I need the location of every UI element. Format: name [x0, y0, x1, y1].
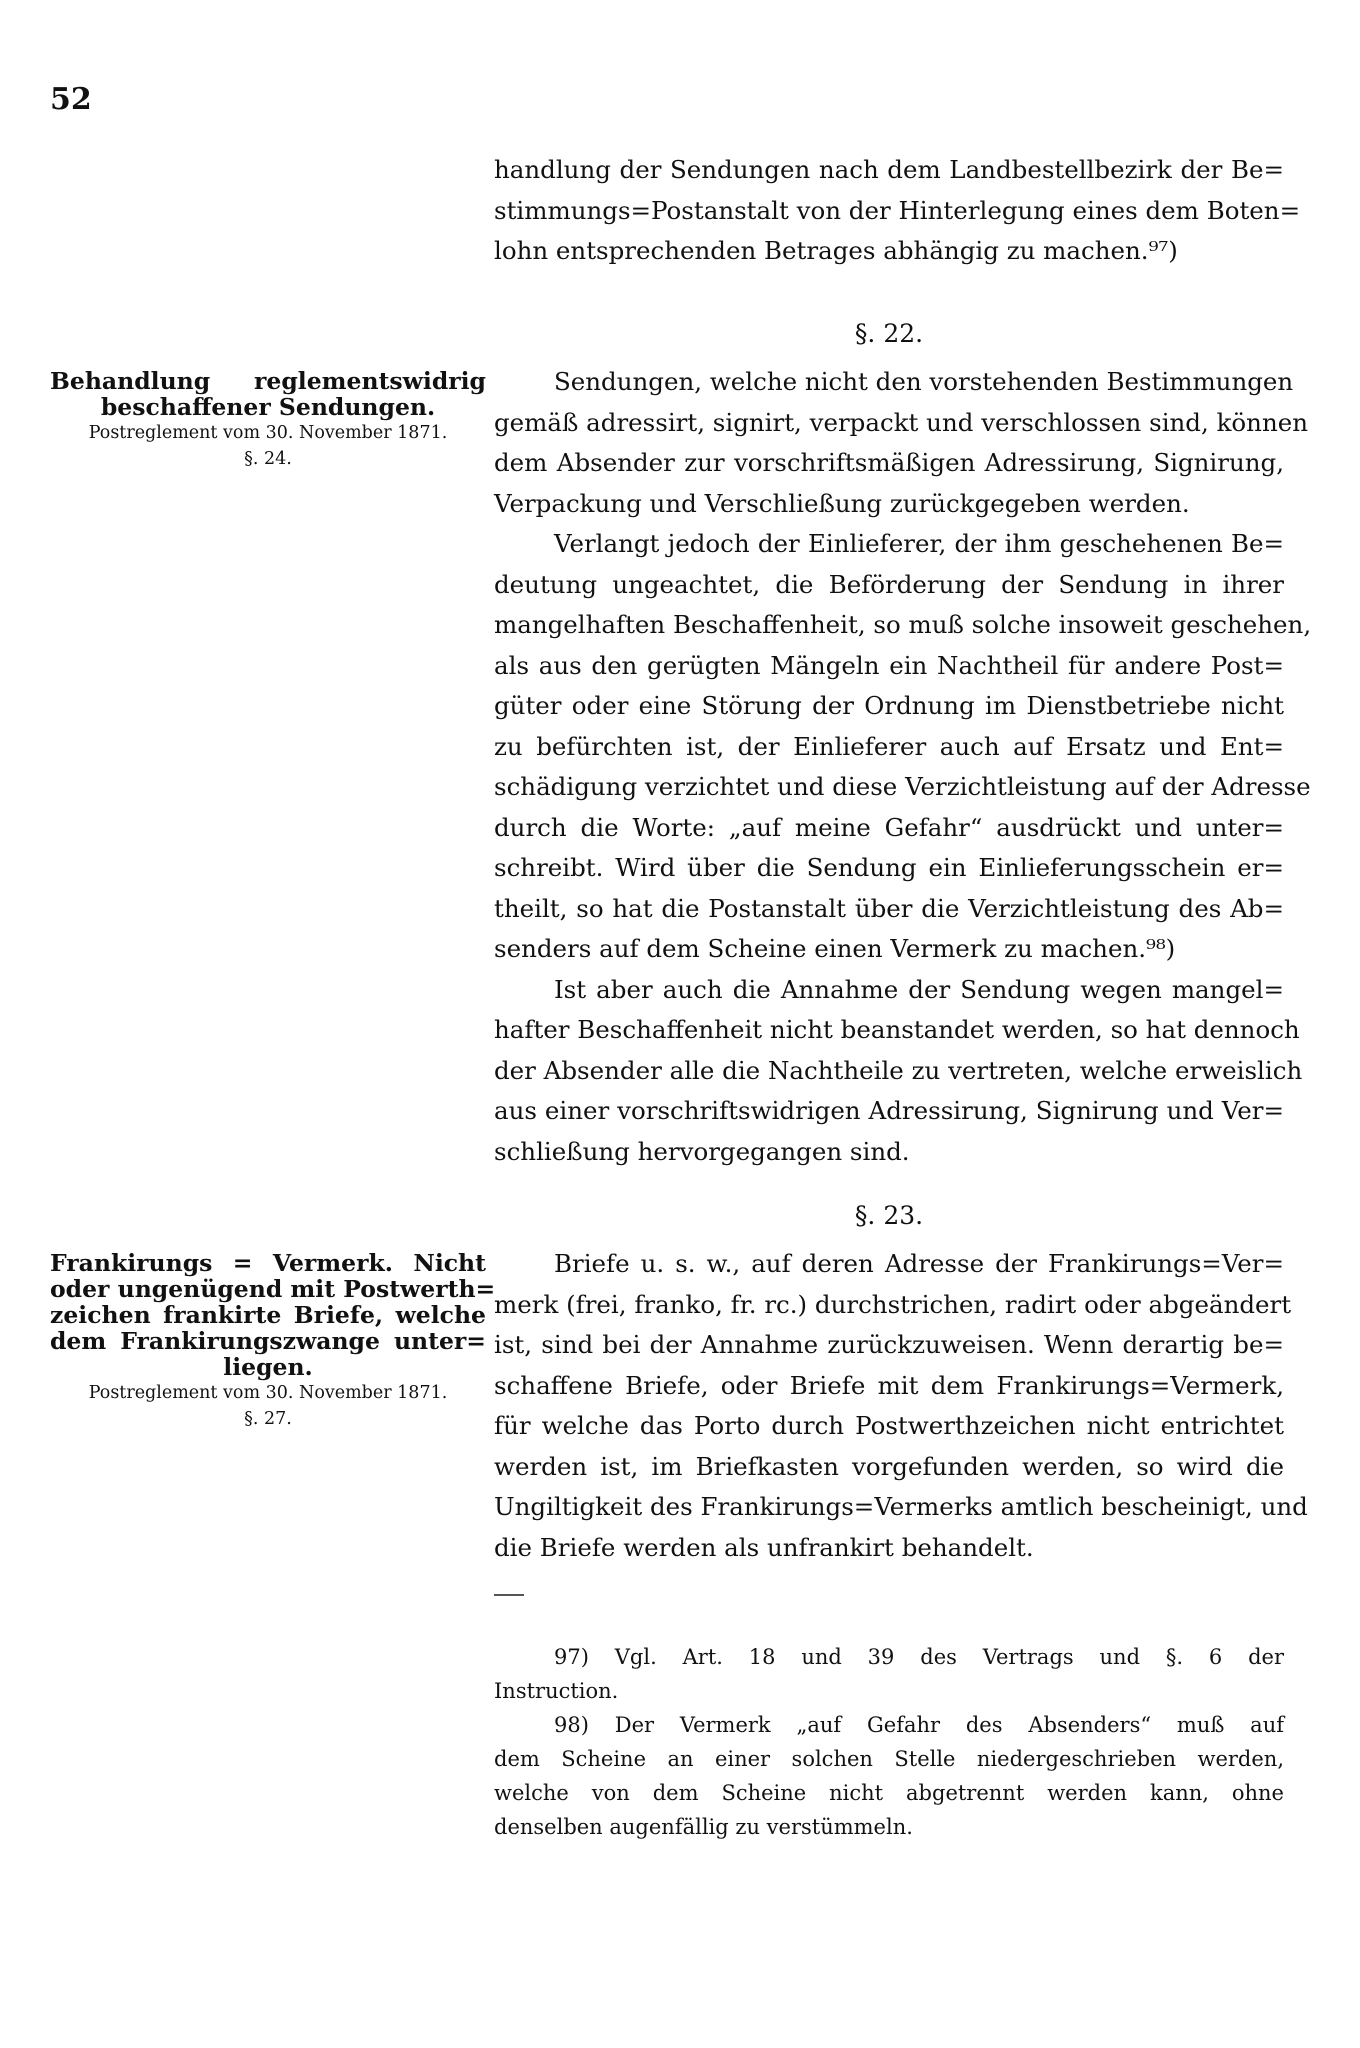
text-line: merk (frei, franko, fr. rc.) durchstrichen, radirt oder abgeändert	[494, 1289, 1292, 1319]
text-line: schließung hervorgegangen sind.	[494, 1136, 910, 1166]
page-number: 52	[50, 82, 92, 117]
footnotes	[494, 1640, 1284, 1844]
text-line: lohn entsprechenden Betrages abhängig zu machen.⁹⁷)	[494, 236, 1178, 265]
text-line: gemäß adressirt, signirt, verpackt und verschlossen sind, können	[494, 407, 1309, 437]
text-line: werden ist, im Briefkasten vorgefunden werden, so wird die	[494, 1451, 1284, 1481]
section-22-heading: §. 22.	[854, 319, 924, 348]
text-line: deutung ungeachtet, die Beförderung der Sendung in ihrer	[494, 569, 1284, 599]
paragraph	[494, 1244, 1308, 1568]
text-line: theilt, so hat die Postanstalt über die Verzichtleistung des Ab=	[494, 893, 1284, 923]
text-line: für welche das Porto durch Postwerthzeichen nicht entrichtet	[494, 1411, 1284, 1440]
text-line: stimmungs=Postanstalt von der Hinterlegung eines dem Boten=	[494, 195, 1301, 225]
sidebar-reference: Postreglement vom 30. November 1871.	[88, 423, 448, 443]
footnote-line: dem Scheine an einer solchen Stelle niedergeschrieben werden,	[494, 1747, 1284, 1771]
footnote-line: denselben augenfällig zu verstümmeln.	[494, 1815, 913, 1839]
sidebar-heading-line: Frankirungs = Vermerk. Nicht	[50, 1249, 486, 1277]
text-line: die Briefe werden als unfrankirt behandelt.	[494, 1532, 1034, 1562]
text-line: Sendungen, welche nicht den vorstehenden Bestimmungen	[554, 367, 1294, 396]
sidebar-heading-line: liegen.	[223, 1353, 313, 1381]
section-22-sidebar	[50, 368, 486, 472]
text-line: schädigung verzichtet und diese Verzichtleistung auf der Adresse	[494, 772, 1311, 801]
sidebar-heading-line: dem Frankirungszwange unter=	[50, 1327, 486, 1355]
section-23-heading: §. 23.	[854, 1201, 924, 1230]
text-line: handlung der Sendungen nach dem Landbestellbezirk der Be=	[494, 155, 1284, 184]
sidebar-heading-line: zeichen frankirte Briefe, welche	[50, 1301, 486, 1329]
text-line: zu befürchten ist, der Einlieferer auch auf Ersatz und Ent=	[494, 731, 1284, 761]
footnote-line: 98) Der Vermerk „auf Gefahr des Absenders“ muß auf	[554, 1713, 1284, 1737]
text-line: senders auf dem Scheine einen Vermerk zu machen.⁹⁸)	[494, 934, 1176, 963]
paragraph	[494, 524, 1312, 970]
sidebar-paragraph-ref: §. 27.	[244, 1409, 292, 1429]
section-23-sidebar	[50, 1249, 496, 1432]
footnote-97	[494, 1640, 1284, 1708]
text-line: güter oder eine Störung der Ordnung im Dienstbetriebe nicht	[494, 691, 1284, 720]
continuation-paragraph	[494, 150, 1301, 272]
sidebar-paragraph-ref: §. 24.	[244, 449, 292, 469]
text-line: mangelhaften Beschaffenheit, so muß solche insoweit geschehen,	[494, 610, 1312, 639]
text-line: schaffene Briefe, oder Briefe mit dem Frankirungs=Vermerk,	[494, 1370, 1284, 1400]
section-22-body	[494, 362, 1312, 1172]
text-line: durch die Worte: „auf meine Gefahr“ ausdrückt und unter=	[494, 812, 1284, 842]
section-23-body	[494, 1244, 1308, 1568]
text-line: Briefe u. s. w., auf deren Adresse der Frankirungs=Ver=	[554, 1249, 1284, 1278]
text-line: schreibt. Wird über die Sendung ein Einlieferungsschein er=	[494, 853, 1284, 882]
sidebar-heading-line: beschaffener Sendungen.	[100, 393, 436, 421]
footnote-line: welche von dem Scheine nicht abgetrennt werden kann, ohne	[494, 1781, 1284, 1805]
text-line: als aus den gerügten Mängeln ein Nachtheil für andere Post=	[494, 650, 1284, 680]
text-line: dem Absender zur vorschriftsmäßigen Adressirung, Signirung,	[494, 448, 1284, 477]
text-line: hafter Beschaffenheit nicht beanstandet werden, so hat dennoch	[494, 1015, 1300, 1044]
sidebar-reference: Postreglement vom 30. November 1871.	[88, 1383, 448, 1403]
text-line: aus einer vorschriftswidrigen Adressirung, Signirung und Ver=	[494, 1096, 1284, 1125]
footnote-line: Instruction.	[494, 1679, 619, 1703]
text-line: Ist aber auch die Annahme der Sendung wegen mangel=	[554, 974, 1284, 1004]
footnote-line: 97) Vgl. Art. 18 und 39 des Vertrags und §. 6 der	[554, 1645, 1284, 1669]
footnote-98	[494, 1708, 1284, 1844]
text-line: Verpackung und Verschließung zurückgegeben werden.	[494, 488, 1190, 518]
text-line: der Absender alle die Nachtheile zu vertreten, welche erweislich	[494, 1055, 1303, 1085]
paragraph	[494, 362, 1309, 524]
footnote-divider	[494, 1594, 524, 1596]
text-line: ist, sind bei der Annahme zurückzuweisen. Wenn derartig be=	[494, 1330, 1284, 1359]
text-line: Verlangt jedoch der Einlieferer, der ihm geschehenen Be=	[554, 529, 1284, 558]
sidebar-heading-line: oder ungenügend mit Postwerth=	[50, 1275, 496, 1303]
sidebar-heading-line: Behandlung reglementswidrig	[50, 367, 486, 395]
paragraph	[494, 970, 1303, 1173]
text-line: Ungiltigkeit des Frankirungs=Vermerks amtlich bescheinigt, und	[494, 1492, 1308, 1521]
